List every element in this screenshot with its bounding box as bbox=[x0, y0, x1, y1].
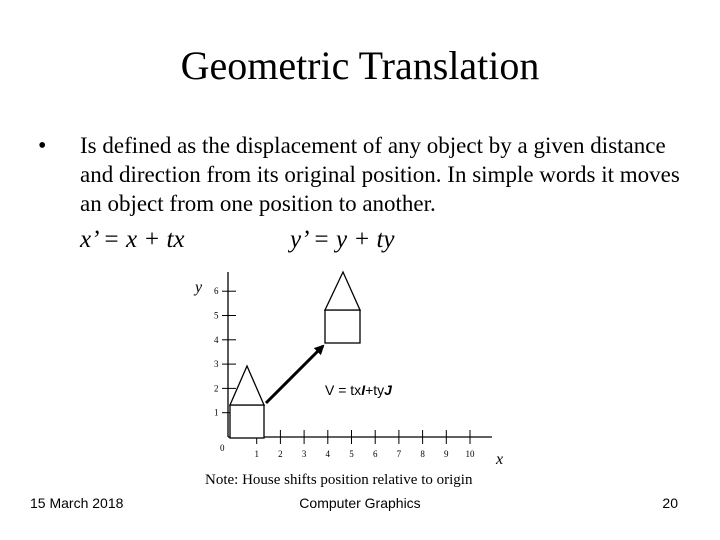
vector-label-prefix: V = tx bbox=[325, 382, 362, 398]
x-tick-label: 9 bbox=[444, 449, 449, 459]
equation-y: y’ = y + ty bbox=[290, 226, 395, 253]
y-tick-label: 6 bbox=[214, 286, 219, 297]
vector-label-i: I bbox=[361, 382, 366, 398]
bullet-text: Is defined as the displacement of any object by a given distance and direction from its original position. In simple words it moves an object from one position to another. bbox=[80, 133, 680, 216]
vector-label bbox=[325, 382, 393, 398]
translation-vector-arrow bbox=[266, 346, 323, 403]
footer-page-number: 20 bbox=[662, 495, 678, 511]
house-original-roof bbox=[230, 366, 264, 405]
x-tick-label: 5 bbox=[349, 449, 354, 459]
x-tick-label: 1 bbox=[254, 449, 259, 459]
x-tick-label: 6 bbox=[372, 449, 378, 459]
x-tick-label: 4 bbox=[325, 449, 331, 459]
x-tick-label: 7 bbox=[396, 449, 402, 459]
house-translated-roof bbox=[325, 272, 360, 310]
slide-title: Geometric Translation bbox=[180, 43, 540, 88]
house-translated-body bbox=[325, 310, 360, 343]
y-axis-label: y bbox=[195, 279, 203, 296]
y-tick-label: 2 bbox=[214, 383, 219, 394]
x-tick-group bbox=[254, 430, 475, 459]
footer-title: Computer Graphics bbox=[299, 495, 421, 511]
vector-label-plus: +ty bbox=[365, 382, 385, 398]
equation-x: x’ = x + tx bbox=[80, 226, 185, 253]
bullet-marker: • bbox=[38, 133, 47, 159]
y-tick-label: 4 bbox=[214, 334, 219, 345]
house-original-body bbox=[230, 405, 264, 438]
x-tick-label: 3 bbox=[301, 449, 307, 459]
vector-label-j: J bbox=[384, 382, 392, 398]
diagram-note: Note: House shifts position relative to origin bbox=[205, 472, 473, 488]
x-tick-label: 10 bbox=[465, 449, 475, 459]
x-axis-label: x bbox=[496, 451, 504, 468]
y-tick-label: 1 bbox=[214, 407, 219, 418]
y-tick-label: 5 bbox=[214, 310, 219, 321]
y-tick-label: 3 bbox=[214, 359, 219, 370]
origin-label: 0 bbox=[220, 443, 225, 453]
x-tick-label: 2 bbox=[278, 449, 283, 459]
footer-date: 15 March 2018 bbox=[30, 495, 124, 511]
x-tick-label: 8 bbox=[420, 449, 425, 459]
